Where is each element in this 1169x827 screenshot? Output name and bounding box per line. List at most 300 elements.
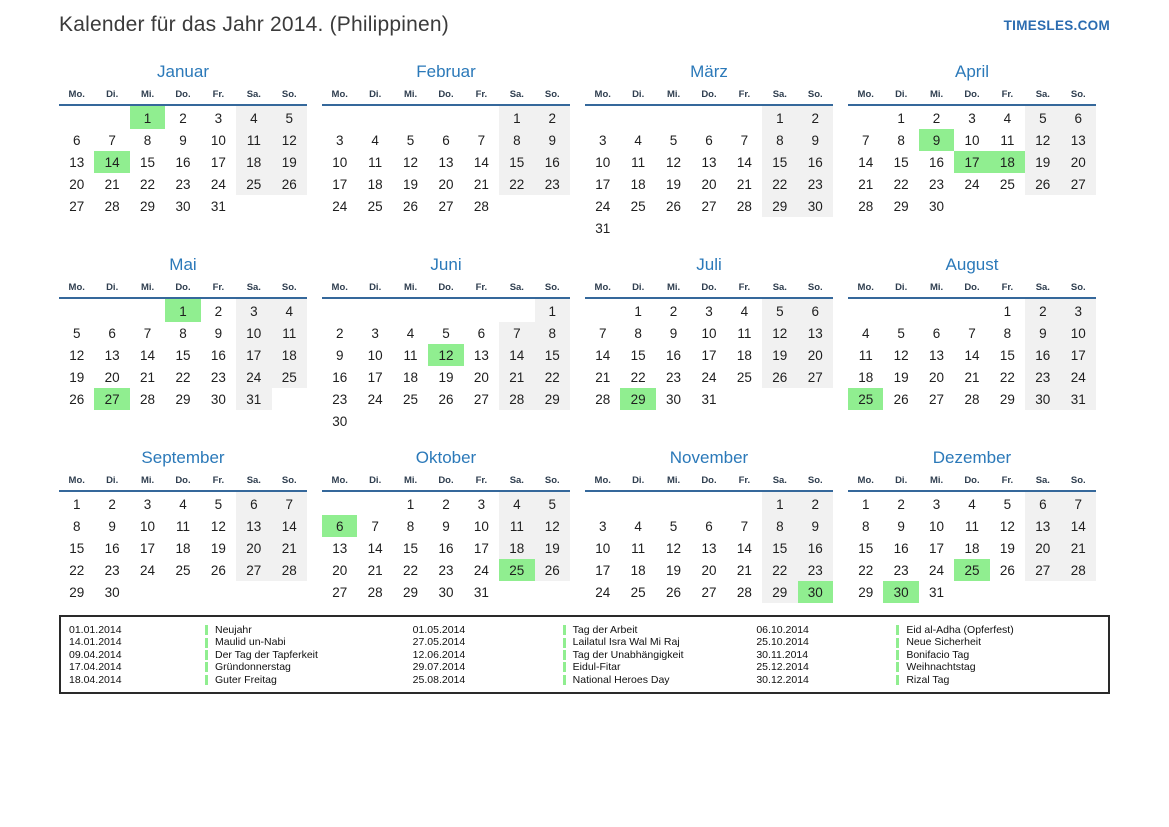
- empty-cell: [322, 298, 357, 322]
- empty-cell: [165, 581, 200, 603]
- empty-cell: [883, 298, 918, 322]
- day-cell: 12: [762, 322, 797, 344]
- weekday-label: Mo.: [59, 473, 94, 491]
- day-cell: 31: [210, 198, 226, 214]
- week-row: [322, 366, 570, 388]
- day-cell: 23: [1025, 366, 1060, 388]
- week-row: [848, 105, 1096, 129]
- day-cell: 13: [798, 322, 833, 344]
- day-cell: 27: [236, 559, 271, 581]
- day-cell: 17: [210, 154, 226, 170]
- month-title: August: [945, 255, 999, 274]
- day-cell: 10: [929, 518, 945, 534]
- week-row: [585, 195, 833, 217]
- week-row: [59, 559, 307, 581]
- day-cell: 21: [595, 369, 611, 385]
- week-row: [322, 105, 570, 129]
- day-cell: 5: [762, 298, 797, 322]
- site-link[interactable]: TIMESLES.COM: [1003, 18, 1110, 33]
- day-cell: 6: [932, 325, 941, 341]
- day-cell: 8: [72, 518, 81, 534]
- day-cell: 18: [175, 540, 191, 556]
- day-cell: 17: [332, 176, 348, 192]
- month-marz: [585, 62, 833, 239]
- day-cell: 13: [438, 154, 454, 170]
- day-cell: 11: [175, 518, 190, 534]
- day-cell: 8: [897, 132, 905, 148]
- day-cell: 4: [634, 518, 642, 534]
- day-cell: 27: [94, 388, 129, 410]
- legend-row: [413, 674, 757, 686]
- day-cell: 6: [442, 132, 450, 148]
- holiday-name-wrap: [563, 636, 680, 648]
- day-cell: 2: [798, 105, 833, 129]
- empty-cell: [272, 581, 307, 603]
- empty-cell: [585, 491, 620, 515]
- week-row: [322, 322, 570, 344]
- day-cell: 19: [272, 151, 307, 173]
- day-cell: 26: [438, 391, 454, 407]
- day-cell: 29: [140, 198, 156, 214]
- day-cell: 22: [403, 562, 419, 578]
- day-cell: 18: [403, 369, 419, 385]
- day-cell: 24: [236, 366, 271, 388]
- day-cell: 16: [438, 540, 454, 556]
- day-cell: 29: [175, 391, 191, 407]
- holiday-marker-icon: [563, 675, 566, 685]
- empty-cell: [322, 105, 357, 129]
- day-cell: 9: [442, 518, 450, 534]
- month-april: [848, 62, 1096, 239]
- weekday-label: Fr.: [990, 473, 1025, 491]
- day-cell: 2: [932, 110, 941, 126]
- day-cell: 16: [104, 540, 120, 556]
- month-title: Februar: [416, 62, 476, 81]
- day-cell: 29: [762, 195, 797, 217]
- day-cell: 21: [272, 537, 307, 559]
- day-cell: 5: [214, 496, 223, 512]
- weekday-label: Do.: [954, 473, 989, 491]
- weekday-label: Di.: [620, 87, 655, 105]
- empty-cell: [990, 195, 1025, 217]
- holiday-marker-icon: [896, 675, 899, 685]
- holiday-name-wrap: [205, 661, 291, 673]
- month-title: Januar: [157, 62, 209, 81]
- day-cell: 29: [620, 388, 655, 410]
- day-cell: 13: [69, 154, 85, 170]
- week-row: [848, 581, 1096, 603]
- day-cell: 9: [179, 132, 187, 148]
- day-cell: 16: [210, 347, 226, 363]
- weekday-label: Fr.: [727, 87, 762, 105]
- month-juni: [322, 255, 570, 432]
- page-title: Kalender für das Jahr 2014. (Philippinen): [59, 13, 449, 36]
- day-cell: 18: [990, 151, 1025, 173]
- day-cell: 1: [861, 496, 870, 512]
- month-table: [848, 87, 1096, 217]
- day-cell: 24: [473, 562, 489, 578]
- day-cell: 25: [367, 198, 383, 214]
- day-cell: 5: [272, 105, 307, 129]
- holiday-name: Tag der Unabhängigkeit: [572, 648, 684, 661]
- holiday-date: 30.12.2014: [756, 673, 809, 686]
- holiday-legend: [59, 615, 1110, 694]
- empty-cell: [393, 298, 428, 322]
- weekday-row: [322, 280, 570, 298]
- day-cell: 24: [595, 198, 611, 214]
- day-cell: 3: [932, 496, 941, 512]
- day-cell: 26: [69, 391, 85, 407]
- day-cell: 20: [798, 344, 833, 366]
- day-cell: 30: [798, 581, 833, 603]
- holiday-marker-icon: [896, 638, 899, 648]
- holiday-name-wrap: [563, 674, 670, 686]
- weekday-label: Do.: [165, 87, 200, 105]
- weekday-label: Mi.: [656, 280, 691, 298]
- day-cell: 21: [140, 369, 156, 385]
- day-cell: 30: [438, 584, 454, 600]
- holiday-marker-icon: [896, 625, 899, 635]
- empty-cell: [691, 491, 726, 515]
- weekday-row: [585, 87, 833, 105]
- day-cell: 16: [1025, 344, 1060, 366]
- day-cell: 30: [104, 584, 120, 600]
- month-januar: [59, 62, 307, 239]
- day-cell: 19: [666, 562, 682, 578]
- day-cell: 26: [893, 391, 909, 407]
- day-cell: 3: [1061, 298, 1096, 322]
- empty-cell: [94, 298, 129, 322]
- day-cell: 25: [999, 176, 1015, 192]
- month-mai: [59, 255, 307, 432]
- day-cell: 7: [108, 132, 116, 148]
- empty-cell: [236, 581, 271, 603]
- day-cell: 26: [272, 173, 307, 195]
- day-cell: 19: [535, 537, 570, 559]
- day-cell: 8: [535, 322, 570, 344]
- week-row: [59, 129, 307, 151]
- day-cell: 24: [595, 584, 611, 600]
- day-cell: 8: [179, 325, 187, 341]
- holiday-date: 14.01.2014: [69, 636, 122, 649]
- holiday-name-wrap: [896, 649, 969, 661]
- weekday-label: Fr.: [201, 473, 236, 491]
- empty-cell: [990, 581, 1025, 603]
- day-cell: 9: [108, 518, 116, 534]
- empty-cell: [620, 105, 655, 129]
- holiday-marker-icon: [896, 662, 899, 672]
- day-cell: 7: [968, 325, 976, 341]
- weekday-label: Fr.: [201, 280, 236, 298]
- empty-cell: [357, 410, 392, 432]
- day-cell: 6: [322, 515, 357, 537]
- day-cell: 14: [736, 154, 752, 170]
- weekday-row: [59, 280, 307, 298]
- day-cell: 16: [175, 154, 191, 170]
- legend-group: [69, 624, 413, 686]
- weekday-label: Mi.: [919, 473, 954, 491]
- day-cell: 17: [473, 540, 489, 556]
- day-cell: 24: [367, 391, 383, 407]
- day-cell: 19: [438, 369, 454, 385]
- day-cell: 12: [210, 518, 226, 534]
- day-cell: 24: [929, 562, 945, 578]
- day-cell: 6: [705, 518, 713, 534]
- weekday-label: Di.: [357, 473, 392, 491]
- weekday-label: Do.: [428, 87, 463, 105]
- day-cell: 26: [1025, 173, 1060, 195]
- day-cell: 19: [666, 176, 682, 192]
- weekday-row: [848, 280, 1096, 298]
- day-cell: 15: [69, 540, 85, 556]
- empty-cell: [691, 105, 726, 129]
- day-cell: 29: [535, 388, 570, 410]
- day-cell: 20: [473, 369, 489, 385]
- weekday-label: Do.: [954, 280, 989, 298]
- day-cell: 7: [272, 491, 307, 515]
- holiday-name: Der Tag der Tapferkeit: [215, 648, 318, 661]
- day-cell: 7: [477, 132, 486, 148]
- weekday-label: So.: [272, 473, 307, 491]
- week-row: [322, 129, 570, 151]
- day-cell: 29: [858, 584, 874, 600]
- week-row: [585, 344, 833, 366]
- day-cell: 5: [442, 325, 450, 341]
- day-cell: 7: [598, 325, 607, 341]
- day-cell: 15: [140, 154, 156, 170]
- day-cell: 15: [762, 537, 797, 559]
- day-cell: 21: [964, 369, 980, 385]
- day-cell: 25: [736, 369, 752, 385]
- week-row: [848, 298, 1096, 322]
- holiday-marker-icon: [563, 638, 566, 648]
- empty-cell: [656, 217, 691, 239]
- day-cell: 25: [630, 198, 646, 214]
- empty-cell: [535, 195, 570, 217]
- day-cell: 24: [1061, 366, 1096, 388]
- empty-cell: [585, 298, 620, 322]
- weekday-row: [585, 280, 833, 298]
- day-cell: 31: [595, 220, 611, 236]
- weekday-label: Mo.: [848, 280, 883, 298]
- day-cell: 1: [406, 496, 415, 512]
- holiday-name: Guter Freitag: [215, 673, 277, 686]
- day-cell: 8: [762, 515, 797, 537]
- weekday-label: So.: [798, 280, 833, 298]
- month-title: März: [690, 62, 728, 81]
- weekday-label: Mi.: [919, 280, 954, 298]
- week-row: [585, 217, 833, 239]
- day-cell: 22: [535, 366, 570, 388]
- day-cell: 7: [740, 132, 749, 148]
- day-cell: 21: [858, 176, 874, 192]
- weekday-label: Di.: [94, 280, 129, 298]
- month-table: [59, 280, 307, 410]
- weekday-label: So.: [535, 280, 570, 298]
- day-cell: 1: [1003, 303, 1012, 319]
- empty-cell: [954, 298, 989, 322]
- holiday-date: 01.01.2014: [69, 624, 122, 636]
- day-cell: 1: [130, 105, 165, 129]
- weekday-row: [322, 87, 570, 105]
- day-cell: 21: [104, 176, 120, 192]
- day-cell: 14: [473, 154, 489, 170]
- day-cell: 1: [897, 110, 905, 126]
- weekday-label: Fr.: [464, 473, 499, 491]
- week-row: [585, 515, 833, 537]
- day-cell: 17: [701, 347, 717, 363]
- day-cell: 23: [893, 562, 909, 578]
- day-cell: 7: [861, 132, 870, 148]
- day-cell: 13: [1025, 515, 1060, 537]
- day-cell: 7: [740, 518, 749, 534]
- empty-cell: [954, 195, 989, 217]
- weekday-label: Mo.: [848, 87, 883, 105]
- day-cell: 26: [210, 562, 226, 578]
- month-title: November: [669, 448, 749, 467]
- holiday-marker-icon: [205, 625, 208, 635]
- legend-row: [69, 674, 413, 686]
- day-cell: 4: [179, 496, 187, 512]
- weekday-label: Fr.: [727, 473, 762, 491]
- weekday-label: Do.: [691, 280, 726, 298]
- day-cell: 20: [929, 369, 945, 385]
- day-cell: 10: [595, 154, 611, 170]
- empty-cell: [762, 388, 797, 410]
- day-cell: 13: [473, 347, 489, 363]
- day-cell: 31: [701, 391, 717, 407]
- weekday-label: So.: [798, 473, 833, 491]
- week-row: [848, 129, 1096, 151]
- week-row: [59, 298, 307, 322]
- holiday-date: 06.10.2014: [756, 624, 809, 636]
- empty-cell: [798, 388, 833, 410]
- day-cell: 5: [669, 518, 678, 534]
- weekday-label: Di.: [883, 473, 918, 491]
- month-title: Dezember: [932, 448, 1012, 467]
- day-cell: 29: [69, 584, 85, 600]
- weekday-label: Do.: [691, 473, 726, 491]
- week-row: [848, 151, 1096, 173]
- day-cell: 25: [499, 559, 534, 581]
- day-cell: 31: [929, 584, 945, 600]
- week-row: [59, 173, 307, 195]
- week-row: [322, 537, 570, 559]
- weekday-label: Mo.: [848, 473, 883, 491]
- weekday-label: Sa.: [762, 280, 797, 298]
- day-cell: 28: [858, 198, 874, 214]
- day-cell: 1: [499, 105, 534, 129]
- day-cell: 18: [964, 540, 980, 556]
- day-cell: 3: [477, 496, 486, 512]
- day-cell: 27: [701, 584, 717, 600]
- holiday-name-wrap: [896, 661, 975, 673]
- empty-cell: [535, 581, 570, 603]
- month-table: [322, 473, 570, 603]
- weekday-label: Fr.: [727, 280, 762, 298]
- empty-cell: [130, 298, 165, 322]
- holiday-name: Lailatul Isra Wal Mi Raj: [572, 636, 680, 649]
- day-cell: 21: [499, 366, 534, 388]
- empty-cell: [954, 581, 989, 603]
- day-cell: 25: [403, 391, 419, 407]
- day-cell: 8: [762, 129, 797, 151]
- week-row: [322, 515, 570, 537]
- day-cell: 4: [371, 132, 379, 148]
- day-cell: 11: [858, 347, 873, 363]
- day-cell: 28: [964, 391, 980, 407]
- day-cell: 10: [236, 322, 271, 344]
- month-table: [322, 87, 570, 217]
- day-cell: 7: [143, 325, 152, 341]
- weekday-label: So.: [1061, 473, 1096, 491]
- day-cell: 17: [954, 151, 989, 173]
- day-cell: 2: [179, 110, 187, 126]
- day-cell: 16: [535, 151, 570, 173]
- weekday-label: Do.: [691, 87, 726, 105]
- empty-cell: [919, 298, 954, 322]
- day-cell: 15: [175, 347, 191, 363]
- month-table: [848, 473, 1096, 603]
- day-cell: 23: [798, 559, 833, 581]
- month-februar: [322, 62, 570, 239]
- day-cell: 14: [1061, 515, 1096, 537]
- day-cell: 26: [999, 562, 1015, 578]
- holiday-name-wrap: [563, 649, 684, 661]
- day-cell: 30: [883, 581, 918, 603]
- day-cell: 13: [104, 347, 120, 363]
- day-cell: 20: [104, 369, 120, 385]
- weekday-label: Di.: [620, 280, 655, 298]
- week-row: [59, 322, 307, 344]
- empty-cell: [656, 491, 691, 515]
- weekday-row: [585, 473, 833, 491]
- day-cell: 25: [848, 388, 883, 410]
- week-row: [848, 388, 1096, 410]
- day-cell: 18: [630, 562, 646, 578]
- day-cell: 10: [701, 325, 717, 341]
- month-table: [848, 280, 1096, 410]
- day-cell: 6: [236, 491, 271, 515]
- week-row: [585, 129, 833, 151]
- weekday-label: So.: [1061, 280, 1096, 298]
- empty-cell: [464, 410, 499, 432]
- holiday-name-wrap: [896, 636, 981, 648]
- weekday-label: Sa.: [236, 87, 271, 105]
- month-table: [585, 87, 833, 239]
- week-row: [322, 559, 570, 581]
- week-row: [322, 581, 570, 603]
- day-cell: 9: [669, 325, 678, 341]
- holiday-name: Neujahr: [215, 624, 252, 636]
- week-row: [322, 298, 570, 322]
- day-cell: 31: [236, 388, 271, 410]
- weekday-label: Do.: [428, 280, 463, 298]
- day-cell: 21: [736, 562, 752, 578]
- day-cell: 16: [666, 347, 682, 363]
- day-cell: 22: [893, 176, 909, 192]
- day-cell: 30: [175, 198, 191, 214]
- day-cell: 21: [736, 176, 752, 192]
- empty-cell: [848, 298, 883, 322]
- day-cell: 7: [371, 518, 379, 534]
- top-bar: [59, 13, 1110, 37]
- day-cell: 10: [367, 347, 383, 363]
- day-cell: 29: [403, 584, 419, 600]
- day-cell: 13: [929, 347, 945, 363]
- day-cell: 13: [701, 540, 717, 556]
- day-cell: 20: [236, 537, 271, 559]
